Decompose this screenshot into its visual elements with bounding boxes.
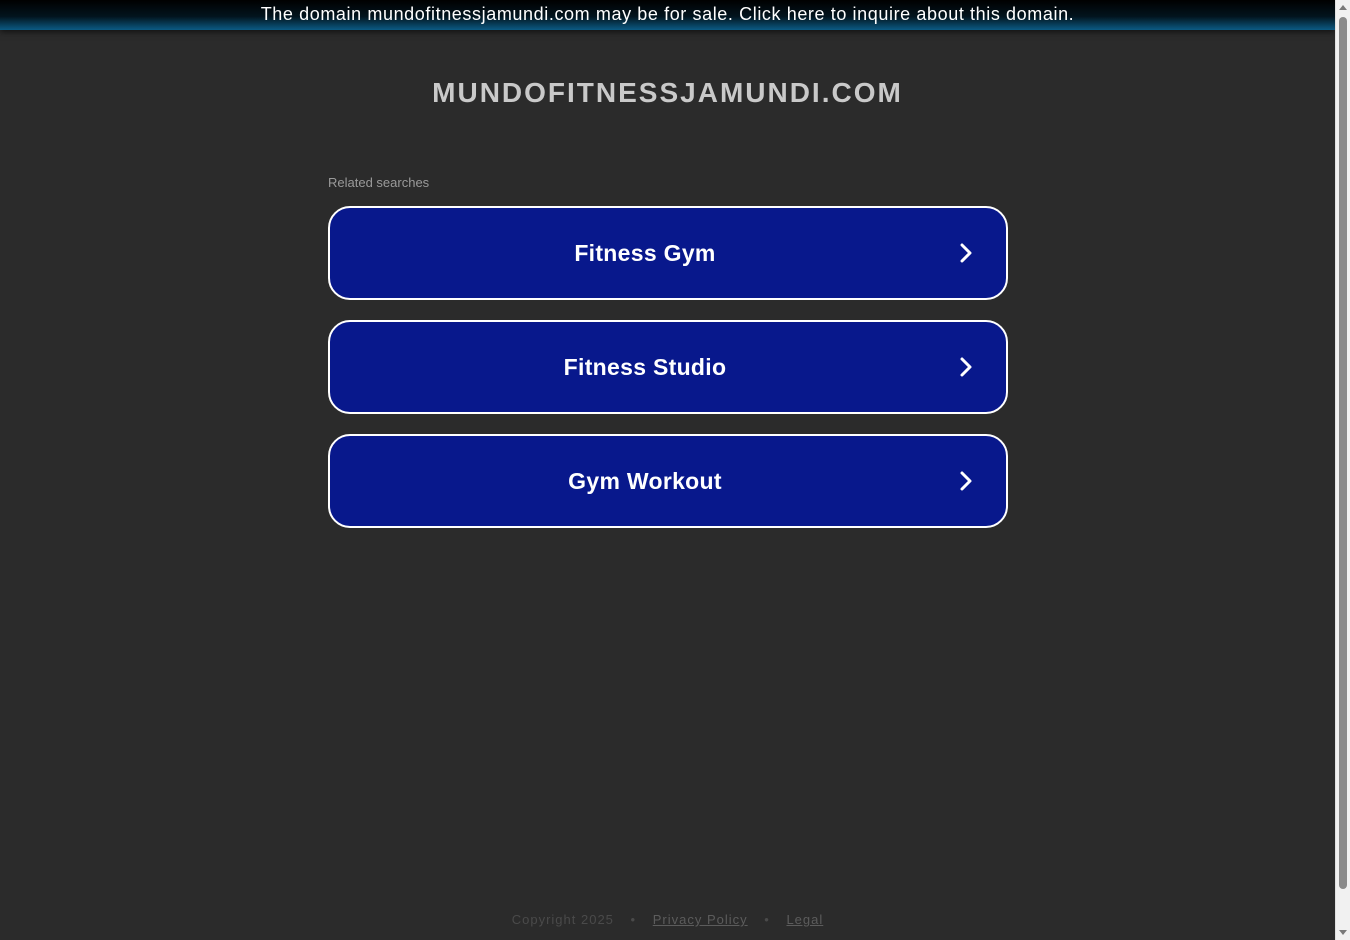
search-item-fitness-gym[interactable] xyxy=(328,206,1008,300)
scroll-up-arrow-icon[interactable] xyxy=(1339,5,1347,10)
banner-text[interactable]: The domain mundofitnessjamundi.com may be for sale. Click here to inquire about this domain. xyxy=(260,4,1075,24)
chevron-right-icon xyxy=(956,355,976,379)
scroll-down-arrow-icon[interactable] xyxy=(1339,930,1347,935)
privacy-policy-link[interactable]: Privacy Policy xyxy=(652,912,748,927)
search-item-gym-workout[interactable] xyxy=(328,434,1008,528)
domain-title: MUNDOFITNESSJAMUNDI.COM xyxy=(432,77,903,108)
domain-sale-banner[interactable] xyxy=(0,0,1335,30)
footer xyxy=(0,911,1335,929)
search-item-fitness-studio[interactable] xyxy=(328,320,1008,414)
related-searches-list xyxy=(328,206,1008,548)
vertical-scrollbar[interactable] xyxy=(1335,0,1350,940)
search-item-label: Fitness Gym xyxy=(574,239,716,266)
footer-separator: • xyxy=(630,912,637,927)
scrollbar-thumb[interactable] xyxy=(1339,17,1347,889)
copyright-text: Copyright 2025 xyxy=(511,912,614,927)
chevron-right-icon xyxy=(956,241,976,265)
search-item-label: Fitness Studio xyxy=(563,353,727,380)
related-searches-label: Related searches xyxy=(328,175,430,190)
search-item-label: Gym Workout xyxy=(568,467,722,494)
footer-separator: • xyxy=(764,912,770,927)
chevron-right-icon xyxy=(956,469,976,493)
legal-link[interactable]: Legal xyxy=(786,912,824,927)
